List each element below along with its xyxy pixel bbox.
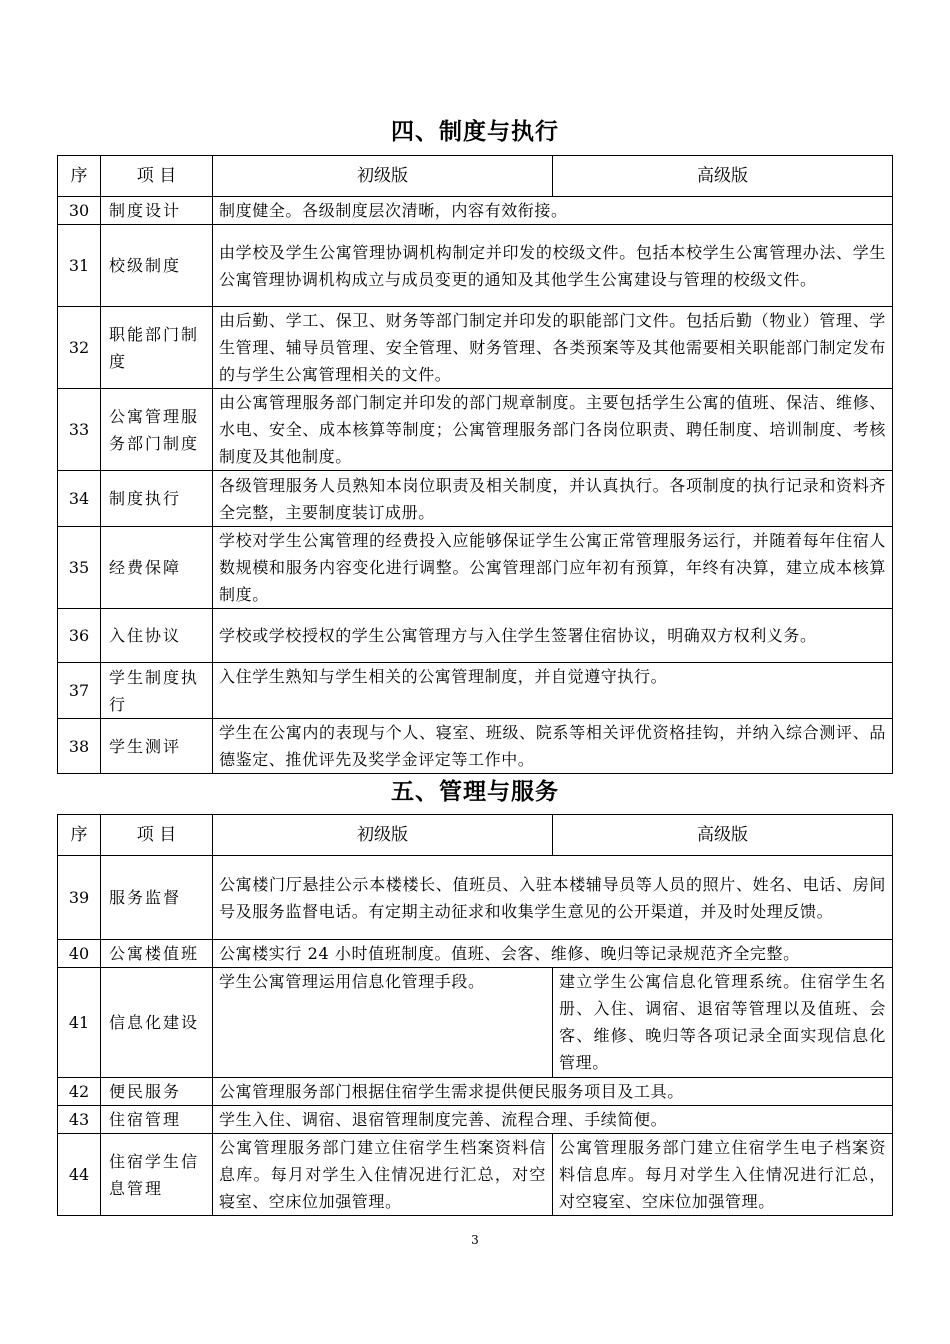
row-basic: 公寓管理服务部门建立住宿学生档案资料信息库。每月对学生入住情况进行汇总，对空寝室、空床位加强管理。: [213, 1134, 553, 1216]
row-basic: 学校或学校授权的学生公寓管理方与入住学生签署住宿协议，明确双方权利义务。: [213, 609, 893, 663]
row-num: 39: [58, 856, 101, 940]
header-item: 项 目: [101, 156, 213, 197]
table-row: [58, 1134, 893, 1216]
row-item: 住宿学生信息管理: [101, 1134, 213, 1216]
row-item: 校级制度: [101, 225, 213, 307]
page-number: 3: [471, 1233, 479, 1247]
table-row: [58, 1078, 893, 1106]
header-basic: 初级版: [213, 156, 553, 197]
table-row: [58, 197, 893, 225]
row-item: 便民服务: [101, 1078, 213, 1106]
section-title-4: 四、制度与执行: [391, 118, 559, 145]
table-row: [58, 1106, 893, 1134]
table-row: [58, 527, 893, 609]
row-item: 经费保障: [101, 527, 213, 609]
row-item: 制度设计: [101, 197, 213, 225]
row-num: 34: [58, 471, 101, 527]
row-num: 41: [58, 968, 101, 1078]
row-basic: 由后勤、学工、保卫、财务等部门制定并印发的职能部门文件。包括后勤（物业）管理、学生管理、辅导员管理、安全管理、财务管理、各类预案等及其他需要相关职能部门制定发布的与学生公寓管理相关的文件。: [213, 307, 893, 389]
header-advanced: 高级版: [553, 156, 893, 197]
row-item: 住宿管理: [101, 1106, 213, 1134]
row-num: 43: [58, 1106, 101, 1134]
row-item: 公寓楼值班: [101, 940, 213, 968]
row-advanced: 公寓管理服务部门建立住宿学生电子档案资料信息库。每月对学生入住情况进行汇总，对空寝室、空床位加强管理。: [553, 1134, 893, 1216]
row-num: 44: [58, 1134, 101, 1216]
header-item: 项 目: [101, 815, 213, 856]
row-item: 学生测评: [101, 719, 213, 774]
row-item: 学生制度执行: [101, 663, 213, 719]
table-header-row: [58, 156, 893, 197]
table-section-4: [57, 155, 893, 774]
table-row: [58, 307, 893, 389]
row-num: 31: [58, 225, 101, 307]
row-num: 37: [58, 663, 101, 719]
row-num: 38: [58, 719, 101, 774]
table-row: [58, 856, 893, 940]
row-num: 32: [58, 307, 101, 389]
table-row: [58, 609, 893, 663]
table-row: [58, 471, 893, 527]
row-num: 30: [58, 197, 101, 225]
table-row: [58, 968, 893, 1078]
row-basic: 由公寓管理服务部门制定并印发的部门规章制度。主要包括学生公寓的值班、保洁、维修、水电、安全、成本核算等制度；公寓管理服务部门各岗位职责、聘任制度、培训制度、考核制度及其他制度。: [213, 389, 893, 471]
row-basic: 学生在公寓内的表现与个人、寝室、班级、院系等相关评优资格挂钩，并纳入综合测评、品德鉴定、推优评先及奖学金评定等工作中。: [213, 719, 893, 774]
row-basic: 学生入住、调宿、退宿管理制度完善、流程合理、手续简便。: [213, 1106, 893, 1134]
row-basic: 学校对学生公寓管理的经费投入应能够保证学生公寓正常管理服务运行，并随着每年住宿人数规模和服务内容变化进行调整。公寓管理部门应年初有预算，年终有决算，建立成本核算制度。: [213, 527, 893, 609]
row-basic: 各级管理服务人员熟知本岗位职责及相关制度，并认真执行。各项制度的执行记录和资料齐全完整，主要制度装订成册。: [213, 471, 893, 527]
header-num: 序: [58, 815, 101, 856]
row-basic: 公寓楼实行 24 小时值班制度。值班、会客、维修、晚归等记录规范齐全完整。: [213, 940, 893, 968]
row-basic: 公寓楼门厅悬挂公示本楼楼长、值班员、入驻本楼辅导员等人员的照片、姓名、电话、房间号及服务监督电话。有定期主动征求和收集学生意见的公开渠道，并及时处理反馈。: [213, 856, 893, 940]
row-item: 信息化建设: [101, 968, 213, 1078]
row-item: 制度执行: [101, 471, 213, 527]
table-row: [58, 940, 893, 968]
row-basic: 由学校及学生公寓管理协调机构制定并印发的校级文件。包括本校学生公寓管理办法、学生公寓管理协调机构成立与成员变更的通知及其他学生公寓建设与管理的校级文件。: [213, 225, 893, 307]
table-row: [58, 663, 893, 719]
row-num: 36: [58, 609, 101, 663]
row-basic: 学生公寓管理运用信息化管理手段。: [213, 968, 553, 1078]
table-header-row: [58, 815, 893, 856]
row-basic: 公寓管理服务部门根据住宿学生需求提供便民服务项目及工具。: [213, 1078, 893, 1106]
header-num: 序: [58, 156, 101, 197]
row-num: 33: [58, 389, 101, 471]
header-basic: 初级版: [213, 815, 553, 856]
table-row: [58, 389, 893, 471]
row-advanced: 建立学生公寓信息化管理系统。住宿学生名册、入住、调宿、退宿等管理以及值班、会客、维修、晚归等各项记录全面实现信息化管理。: [553, 968, 893, 1078]
table-row: [58, 225, 893, 307]
table-row: [58, 719, 893, 774]
row-item: 职能部门制度: [101, 307, 213, 389]
row-basic: 制度健全。各级制度层次清晰，内容有效衔接。: [213, 197, 893, 225]
row-item: 入住协议: [101, 609, 213, 663]
row-item: 服务监督: [101, 856, 213, 940]
row-num: 35: [58, 527, 101, 609]
table-section-5: [57, 814, 893, 1216]
row-num: 42: [58, 1078, 101, 1106]
row-num: 40: [58, 940, 101, 968]
header-advanced: 高级版: [553, 815, 893, 856]
row-basic: 入住学生熟知与学生相关的公寓管理制度，并自觉遵守执行。: [213, 663, 893, 719]
section-title-5: 五、管理与服务: [391, 778, 559, 805]
row-item: 公寓管理服务部门制度: [101, 389, 213, 471]
